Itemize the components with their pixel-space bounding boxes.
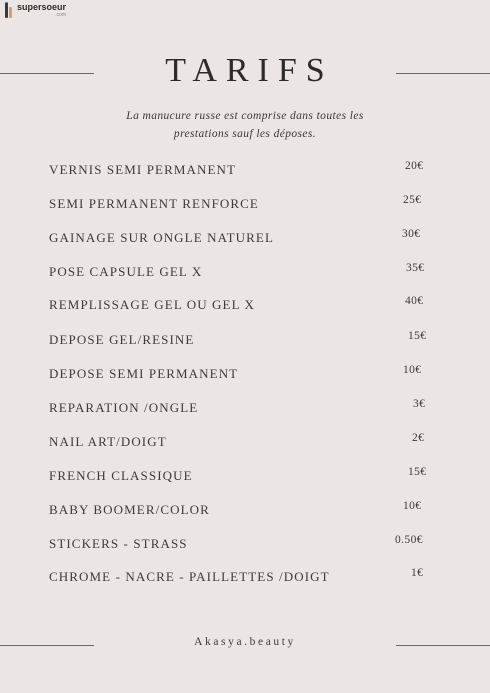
service-price: 1€: [411, 567, 424, 579]
service-price: 25€: [403, 194, 422, 206]
price-row: [0, 332, 490, 352]
price-row: [0, 569, 490, 589]
service-name: GAINAGE SUR ONGLE NATUREL: [49, 230, 275, 245]
footer-brand: Akasya.beauty: [194, 636, 296, 648]
service-price: 15€: [408, 330, 427, 342]
price-row: [0, 162, 490, 182]
service-name: VERNIS SEMI PERMANENT: [49, 162, 237, 177]
price-row: [0, 434, 490, 454]
price-row: [0, 366, 490, 386]
service-name: CHROME - NACRE - PAILLETTES /DOIGT: [49, 569, 330, 584]
service-price: 0.50€: [395, 534, 423, 546]
service-price: 40€: [405, 295, 424, 307]
service-price: 10€: [403, 500, 422, 512]
service-name: DEPOSE GEL/RESINE: [49, 332, 195, 347]
service-price: 30€: [402, 228, 421, 240]
service-price: 3€: [413, 398, 426, 410]
service-name: STICKERS - STRASS: [49, 536, 188, 551]
service-name: BABY BOOMER/COLOR: [49, 502, 210, 517]
service-name: NAIL ART/DOIGT: [49, 434, 167, 449]
intro-note-line-2: prestations sauf les déposes.: [173, 128, 317, 140]
service-price: 35€: [406, 262, 425, 274]
service-price: 15€: [408, 466, 427, 478]
logo-domain: .com: [55, 12, 67, 18]
service-price: 10€: [403, 364, 422, 376]
price-row: [0, 468, 490, 488]
service-name: FRENCH CLASSIQUE: [49, 468, 193, 483]
divider-bottom-left: [0, 645, 94, 646]
price-row: [0, 297, 490, 317]
price-row: [0, 264, 490, 284]
service-price: 2€: [412, 432, 425, 444]
service-name: SEMI PERMANENT RENFORCE: [49, 196, 259, 211]
page-title: TARIFS: [165, 52, 334, 89]
logo-name: supersoeur: [17, 2, 67, 12]
service-name: REMPLISSAGE GEL OU GEL X: [49, 297, 255, 312]
price-row: [0, 230, 490, 250]
service-name: POSE CAPSULE GEL X: [49, 264, 203, 279]
divider-bottom-right: [396, 645, 490, 646]
price-row: [0, 502, 490, 522]
price-row: [0, 536, 490, 556]
price-row: [0, 196, 490, 216]
service-price: 20€: [405, 160, 424, 172]
intro-note-line-1: La manucure russe est comprise dans toutes les: [126, 110, 364, 122]
price-row: [0, 400, 490, 420]
service-name: REPARATION /ONGLE: [49, 400, 199, 415]
service-name: DEPOSE SEMI PERMANENT: [49, 366, 239, 381]
